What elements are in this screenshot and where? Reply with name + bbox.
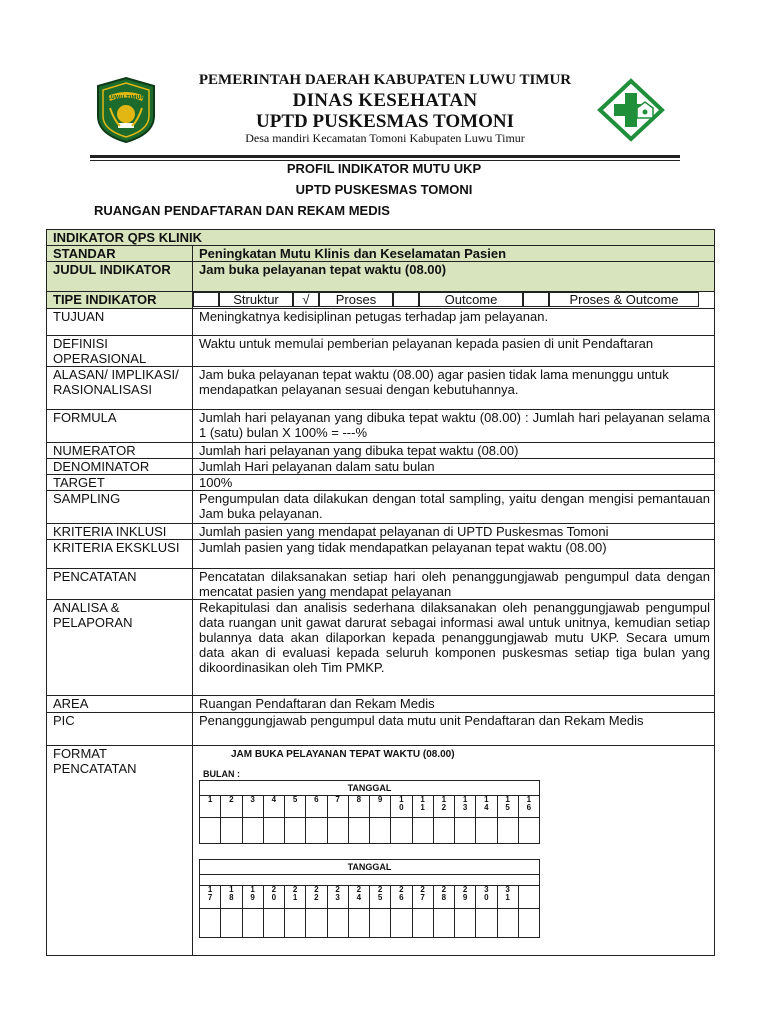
day-cell [348, 886, 369, 909]
row-label: KRITERIA INKLUSI [47, 524, 193, 540]
row-label: TARGET [47, 475, 193, 491]
day-entry-cell[interactable] [200, 909, 221, 938]
row-value: Jumlah hari pelayanan yang dibuka tepat waktu (08.00) [193, 443, 715, 459]
header-address: Desa mandiri Kecamatan Tomoni Kabupaten Luwu Timur [245, 131, 525, 145]
day-cell [518, 886, 539, 909]
puskesmas-cross-logo-icon [597, 78, 665, 142]
day-entry-cell[interactable] [412, 818, 433, 844]
day-entry-cell[interactable] [327, 909, 348, 938]
day-number: 31 [505, 885, 510, 902]
row-value: Meningkatnya kedisiplinan petugas terhadap jam pelayanan. [193, 309, 715, 336]
day-entry-cell[interactable] [242, 818, 263, 844]
row-value: Jumlah hari pelayanan yang dibuka tepat waktu (08.00) : Jumlah hari pelayanan selama 1 (satu) bulan X 100% = ---% [193, 410, 715, 443]
format-bulan-label: BULAN : [203, 769, 240, 779]
day-number: 8 [356, 795, 362, 804]
svg-text:LUWU TIMUR: LUWU TIMUR [107, 95, 145, 101]
doc-title: PROFIL INDIKATOR MUTU UKP [286, 161, 482, 176]
row-eksklusi [47, 540, 715, 569]
entry-row [200, 909, 540, 938]
row-pic [47, 713, 715, 746]
day-cell [242, 796, 263, 818]
day-number: 23 [335, 885, 340, 902]
day-cell [412, 796, 433, 818]
row-label: FORMULA [47, 410, 193, 443]
row-target [47, 475, 715, 491]
day-cell [221, 886, 242, 909]
day-number: 21 [292, 885, 298, 902]
day-entry-cell[interactable] [348, 818, 369, 844]
row-alasan [47, 367, 715, 410]
row-value: Ruangan Pendaftaran dan Rekam Medis [193, 696, 715, 713]
day-entry-cell[interactable] [263, 909, 284, 938]
option-outcome: Outcome [419, 292, 523, 307]
row-standar [47, 246, 715, 262]
day-entry-cell[interactable] [391, 909, 412, 938]
row-value: 100% [193, 475, 715, 491]
row-denominator [47, 459, 715, 475]
day-cell [221, 796, 242, 818]
day-number: 27 [420, 885, 425, 902]
day-entry-cell[interactable] [370, 909, 391, 938]
day-entry-cell[interactable] [476, 909, 497, 938]
day-entry-cell[interactable] [306, 909, 327, 938]
standar-value: Peningkatan Mutu Klinis dan Keselamatan Pasien [193, 246, 715, 262]
day-entry-cell[interactable] [518, 818, 539, 844]
day-entry-cell[interactable] [242, 909, 263, 938]
day-entry-cell[interactable] [200, 818, 221, 844]
day-entry-cell[interactable] [221, 818, 242, 844]
row-value: Pengumpulan data dilakukan dengan total sampling, yaitu dengan mengisi pemantauan Jam buka pelayanan. [193, 491, 715, 524]
day-number: 30 [484, 885, 489, 902]
day-cell [391, 886, 412, 909]
day-cell [242, 886, 263, 909]
day-entry-cell[interactable] [285, 909, 306, 938]
day-number: 17 [207, 885, 213, 902]
day-number: 28 [441, 885, 447, 902]
day-cell [370, 796, 391, 818]
day-cell [327, 796, 348, 818]
day-cell [263, 886, 284, 909]
day-cell [412, 886, 433, 909]
day-number: 13 [462, 795, 468, 812]
row-value: Pencatatan dilaksanakan setiap hari oleh penanggungjawab pengumpul data dengan mencatat pasien yang mendapat pelayanan [193, 569, 715, 600]
day-entry-cell[interactable] [391, 818, 412, 844]
row-value: Waktu untuk memulai pemberian pelayanan kepada pasien di unit Pendaftaran [193, 336, 715, 367]
row-label: KRITERIA EKSKLUSI [47, 540, 193, 569]
row-value: Jumlah pasien yang mendapat pelayanan di UPTD Puskesmas Tomoni [193, 524, 715, 540]
day-number: 2 [229, 795, 234, 804]
day-entry-cell[interactable] [497, 909, 518, 938]
row-label: ALASAN/ IMPLIKASI/ RASIONALISASI [47, 367, 193, 410]
day-cell [263, 796, 284, 818]
day-cell [455, 796, 476, 818]
row-value: Rekapitulasi dan analisis sederhana dilaksanakan oleh penanggungjawab pengumpul data ruangan unit gawat darurat sebagai informasi awal untuk unitnya, kemudian setiap bulannya data akan dilaporkan kepada penanggungjawab mutu UKP. Secara umum data akan di evaluasi kepada seluruh komponen puskesmas setiap tiga bulan yang dikoordinasikan oleh Tim PMKP. [193, 600, 715, 696]
days-row [200, 886, 540, 909]
day-cell [433, 886, 454, 909]
row-label: TUJUAN [47, 309, 193, 336]
day-cell [497, 796, 518, 818]
day-number: 24 [356, 885, 362, 902]
doc-room: RUANGAN PENDAFTARAN DAN REKAM MEDIS [94, 203, 390, 218]
days-row [200, 796, 540, 818]
checkbox-proses-outcome [523, 292, 549, 307]
day-cell [391, 796, 412, 818]
row-value: Penanggungjawab pengumpul data mutu unit Pendaftaran dan Rekam Medis [193, 713, 715, 746]
luwu-timur-emblem-icon [94, 76, 158, 144]
row-sampling [47, 491, 715, 524]
day-cell [200, 796, 221, 818]
row-pencatatan [47, 569, 715, 600]
day-number: 29 [462, 885, 468, 902]
judul-label: JUDUL INDIKATOR [47, 262, 193, 292]
row-value: Jumlah Hari pelayanan dalam satu bulan [193, 459, 715, 475]
day-entry-cell[interactable] [455, 909, 476, 938]
row-analisa [47, 600, 715, 696]
day-entry-cell[interactable] [518, 909, 539, 938]
option-struktur: Struktur [219, 292, 293, 307]
checkbox-proses: √ [293, 292, 319, 307]
day-entry-cell[interactable] [348, 909, 369, 938]
row-definisi [47, 336, 715, 367]
tipe-label: TIPE INDIKATOR [47, 292, 193, 309]
day-entry-cell[interactable] [327, 818, 348, 844]
row-numerator [47, 443, 715, 459]
day-cell [327, 886, 348, 909]
option-proses: Proses [319, 292, 393, 307]
day-cell [476, 886, 497, 909]
day-number: 5 [292, 795, 298, 804]
row-value: Jam buka pelayanan tepat waktu (08.00) agar pasien tidak lama menunggu untuk mendapatkan pelayanan sesuai dengan kebutuhannya. [193, 367, 715, 410]
row-label: AREA [47, 696, 193, 713]
format-title: JAM BUKA PELAYANAN TEPAT WAKTU (08.00) [231, 749, 455, 760]
indikator-label: INDIKATOR QPS KLINIK [47, 230, 715, 246]
doc-subtitle: UPTD PUSKESMAS TOMONI [295, 182, 473, 197]
day-number: 25 [377, 885, 383, 902]
day-number: 7 [335, 795, 340, 804]
day-number: 10 [399, 795, 404, 812]
day-cell [306, 796, 327, 818]
day-cell [476, 796, 497, 818]
row-value: Jumlah pasien yang tidak mendapatkan pelayanan tepat waktu (08.00) [193, 540, 715, 569]
day-cell [200, 886, 221, 909]
tipe-options [193, 292, 715, 309]
spacer-row [200, 875, 540, 886]
row-format [47, 746, 715, 956]
indicator-profile-table [46, 229, 715, 956]
day-entry-cell[interactable] [433, 818, 454, 844]
day-number: 14 [484, 795, 489, 812]
day-cell [370, 886, 391, 909]
day-number: 22 [314, 885, 319, 902]
day-entry-cell[interactable] [263, 818, 284, 844]
day-entry-cell[interactable] [221, 909, 242, 938]
day-cell [306, 886, 327, 909]
day-cell [433, 796, 454, 818]
day-number: 11 [420, 795, 425, 812]
day-number: 16 [526, 795, 532, 812]
day-entry-cell[interactable] [455, 818, 476, 844]
judul-value: Jam buka pelayanan tepat waktu (08.00) [193, 262, 715, 292]
checkbox-struktur [193, 292, 219, 307]
format-label: FORMAT PENCATATAN [47, 746, 193, 956]
day-cell [285, 796, 306, 818]
header-institution: UPTD PUSKESMAS TOMONI [256, 111, 514, 132]
tanggal-grid-1 [199, 780, 540, 844]
format-cell [193, 746, 715, 956]
row-indikator [47, 230, 715, 246]
day-cell [348, 796, 369, 818]
entry-row [200, 818, 540, 844]
row-label: NUMERATOR [47, 443, 193, 459]
tanggal-header: TANGGAL [200, 860, 540, 875]
day-number: 9 [377, 795, 383, 804]
row-tipe [47, 292, 715, 309]
letterhead-rule-thick [90, 155, 680, 158]
day-number: 6 [314, 795, 319, 804]
day-entry-cell[interactable] [306, 818, 327, 844]
row-label: DENOMINATOR [47, 459, 193, 475]
row-formula [47, 410, 715, 443]
day-number: 15 [505, 795, 510, 812]
day-entry-cell[interactable] [285, 818, 306, 844]
header-government: PEMERINTAH DAERAH KABUPATEN LUWU TIMUR [198, 72, 572, 88]
option-proses-outcome: Proses & Outcome [549, 292, 699, 307]
day-entry-cell[interactable] [497, 818, 518, 844]
day-cell [285, 886, 306, 909]
row-label: DEFINISI OPERASIONAL [47, 336, 193, 367]
row-tujuan [47, 309, 715, 336]
day-number: 26 [399, 885, 404, 902]
day-number: 12 [441, 795, 447, 812]
day-entry-cell[interactable] [476, 818, 497, 844]
tanggal-header: TANGGAL [200, 781, 540, 796]
day-cell [518, 796, 539, 818]
day-number: 3 [250, 795, 255, 804]
header-department: DINAS KESEHATAN [292, 90, 478, 111]
row-inklusi [47, 524, 715, 540]
day-number: 19 [250, 885, 255, 902]
row-label: SAMPLING [47, 491, 193, 524]
checkbox-outcome [393, 292, 419, 307]
row-judul [47, 262, 715, 292]
day-entry-cell[interactable] [412, 909, 433, 938]
tanggal-grid-2 [199, 859, 540, 938]
day-number: 20 [271, 885, 277, 902]
day-cell [497, 886, 518, 909]
standar-label: STANDAR [47, 246, 193, 262]
day-entry-cell[interactable] [433, 909, 454, 938]
day-number: 18 [229, 885, 234, 902]
day-entry-cell[interactable] [370, 818, 391, 844]
row-label: PENCATATAN [47, 569, 193, 600]
row-label: PIC [47, 713, 193, 746]
day-number: 1 [207, 795, 213, 804]
row-area [47, 696, 715, 713]
day-cell [455, 886, 476, 909]
row-label: ANALISA & PELAPORAN [47, 600, 193, 696]
day-number: 4 [271, 795, 277, 804]
